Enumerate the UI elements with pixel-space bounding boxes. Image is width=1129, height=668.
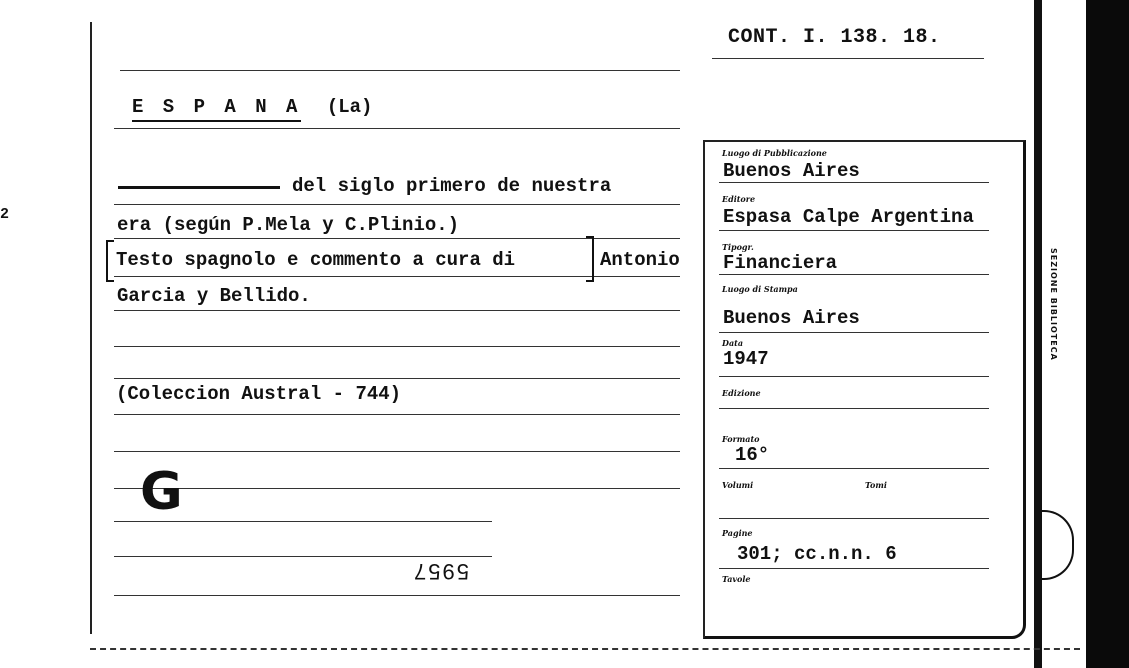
shelf-letter: G <box>140 462 183 522</box>
title-suffix: (La) <box>326 96 373 118</box>
tipografo-value: Financiera <box>723 252 838 274</box>
field-rule <box>719 274 989 275</box>
title-word: E S P A N A <box>132 96 301 122</box>
volumi-label: Volumi <box>722 480 754 490</box>
binder-tab <box>1038 510 1074 580</box>
data-label: Data <box>722 338 743 348</box>
editore-label: Editore <box>722 194 756 204</box>
side-stamp-text: SEZIONE BIBLIOTECA <box>1049 248 1058 361</box>
pagine-label: Pagine <box>722 528 753 538</box>
tomi-label: Tomi <box>865 480 887 490</box>
card-left-border <box>90 22 92 634</box>
reference-number: CONT. I. 138. 18. <box>728 26 941 49</box>
field-rule <box>719 332 989 333</box>
field-rule <box>719 230 989 231</box>
ruled-line <box>114 204 680 205</box>
tipografo-label: Tipogr. <box>722 242 754 252</box>
data-value: 1947 <box>723 348 769 370</box>
body-line-1: del siglo primero de nuestra <box>292 175 612 197</box>
field-rule <box>719 408 989 409</box>
field-rule <box>719 518 989 519</box>
luogo-pubblicazione-value: Buenos Aires <box>723 160 860 182</box>
ruled-line <box>114 556 492 557</box>
field-rule <box>719 568 989 569</box>
formato-label: Formato <box>722 434 760 444</box>
ruled-line <box>114 310 680 311</box>
stamped-number: 5957 <box>412 559 469 584</box>
title-dash-line <box>118 186 280 189</box>
ruled-line <box>114 346 680 347</box>
body-line-2: era (según P.Mela y C.Plinio.) <box>117 214 460 236</box>
ruled-line <box>120 70 680 71</box>
ruled-line <box>114 276 680 277</box>
series-line: (Coleccion Austral - 744) <box>116 383 402 405</box>
bracket-open <box>106 240 114 282</box>
ruled-line <box>114 128 680 129</box>
field-rule <box>719 376 989 377</box>
ruled-line <box>114 595 680 596</box>
luogo-stampa-value: Buenos Aires <box>723 307 860 329</box>
ruled-line <box>114 238 680 239</box>
field-box <box>703 140 1026 639</box>
ruled-line <box>114 488 680 489</box>
tavole-label: Tavole <box>722 574 751 584</box>
margin-number: 2 <box>0 206 10 223</box>
scan-edge-strip <box>1034 0 1042 668</box>
body-line-4: Garcia y Bellido. <box>117 285 311 307</box>
field-rule <box>719 468 989 469</box>
field-rule <box>719 182 989 183</box>
body-line-3b: Antonio <box>600 249 680 271</box>
side-stamp <box>1046 248 1060 388</box>
edizione-label: Edizione <box>722 388 761 398</box>
ruled-line <box>114 378 680 379</box>
reference-rule <box>712 58 984 59</box>
body-line-3a: Testo spagnolo e commento a cura di <box>116 249 516 271</box>
card-title <box>132 96 372 118</box>
ruled-line <box>114 414 680 415</box>
scan-edge-dark <box>1086 0 1129 668</box>
ruled-line <box>114 451 680 452</box>
bottom-dashed-edge <box>90 648 1080 650</box>
luogo-stampa-label: Luogo di Stampa <box>722 284 798 294</box>
pagine-value: 301; cc.n.n. 6 <box>737 543 897 565</box>
editore-value: Espasa Calpe Argentina <box>723 206 974 228</box>
bracket-close <box>586 236 594 282</box>
formato-value: 16° <box>735 444 770 466</box>
luogo-pubblicazione-label: Luogo di Pubblicazione <box>722 148 827 158</box>
